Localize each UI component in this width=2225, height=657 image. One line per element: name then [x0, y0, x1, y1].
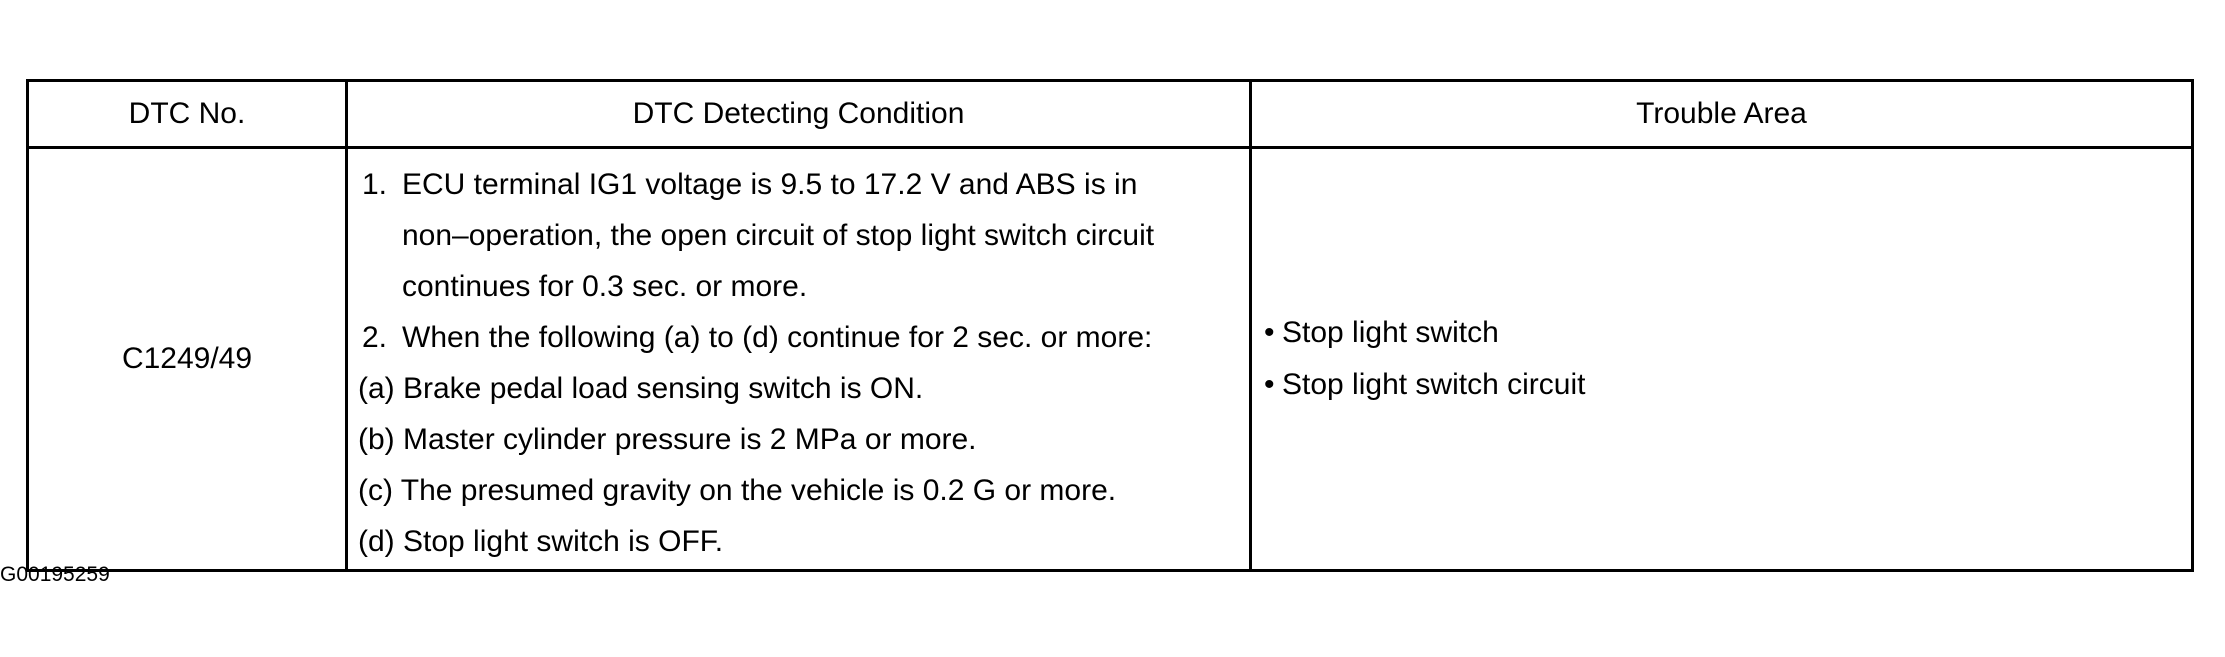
detecting-condition-cell	[347, 148, 1251, 571]
condition-line: continues for 0.3 sec. or more.	[402, 270, 808, 303]
figure-id: G00195259	[0, 563, 110, 586]
bullet-icon: •	[1264, 368, 1275, 401]
table-row	[28, 148, 2193, 571]
trouble-area-item	[1264, 359, 2191, 411]
trouble-area-label: Stop light switch circuit	[1282, 368, 1586, 401]
header-dtc-no: DTC No.	[28, 81, 347, 148]
condition-number: 1.	[362, 168, 388, 201]
table-header-row	[28, 81, 2193, 148]
condition-line: non–operation, the open circuit of stop light switch circuit	[402, 219, 1155, 252]
sub-condition-a: (a) Brake pedal load sensing switch is ON.	[358, 372, 924, 405]
condition-item-2	[358, 312, 1249, 363]
header-detecting-condition: DTC Detecting Condition	[347, 81, 1251, 148]
sub-condition-b: (b) Master cylinder pressure is 2 MPa or more.	[358, 423, 977, 456]
sub-condition-d: (d) Stop light switch is OFF.	[358, 525, 724, 558]
header-trouble-area: Trouble Area	[1251, 81, 2193, 148]
condition-item-1	[358, 159, 1249, 312]
bullet-icon: •	[1264, 316, 1275, 349]
sub-condition-c: (c) The presumed gravity on the vehicle is 0.2 G or more.	[358, 474, 1117, 507]
condition-number: 2.	[362, 321, 388, 354]
condition-line: When the following (a) to (d) continue for 2 sec. or more:	[402, 321, 1153, 354]
trouble-area-label: Stop light switch	[1282, 316, 1499, 349]
trouble-area-item	[1264, 307, 2191, 359]
dtc-table	[26, 79, 2194, 572]
trouble-area-cell	[1251, 148, 2193, 571]
dtc-code: C1249/49	[28, 148, 347, 571]
condition-line: ECU terminal IG1 voltage is 9.5 to 17.2 V and ABS is in	[402, 168, 1138, 201]
